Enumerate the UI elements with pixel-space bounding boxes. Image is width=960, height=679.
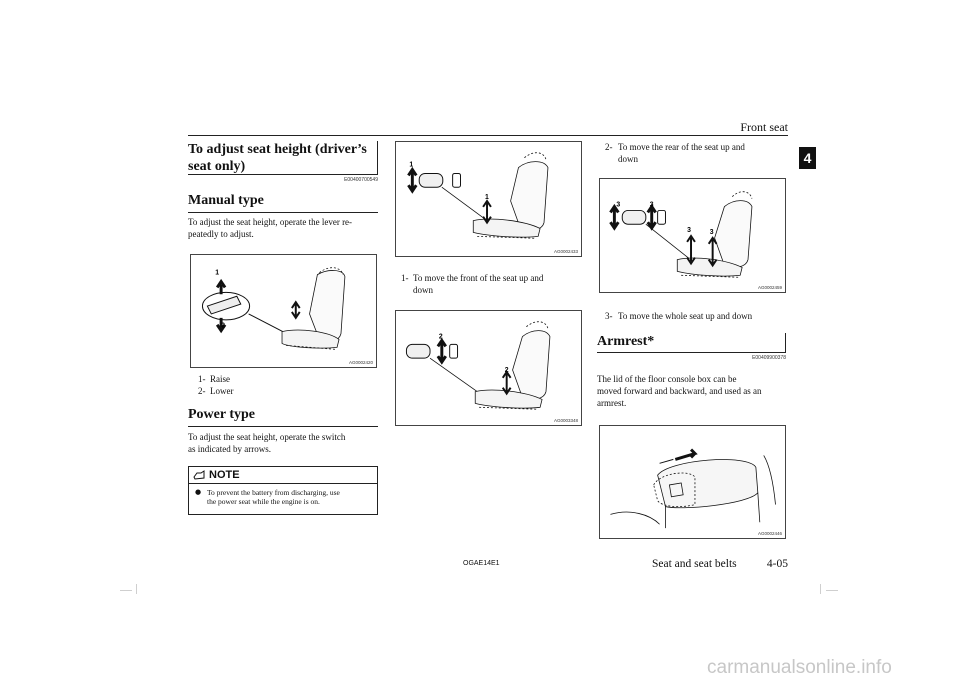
fig4-label-2: 3 [649,201,654,209]
list-item: 2- Lower [198,386,234,396]
note-bullet-icon: ● [195,488,202,496]
manual-type-text [188,216,378,240]
fig1-label-2: 2 [221,322,225,330]
armrest-code: E00409900378 [752,355,786,361]
fig3-label-1: 2 [438,333,443,341]
heading-line-2: seat only) [188,159,246,174]
manual-type-title: Manual type [188,193,264,208]
figure-rear-seat-switch [395,310,582,426]
right-item-2: 2- To move the rear of the seat up and down [605,142,745,164]
armrest-title: Armrest* [597,334,655,349]
figure-armrest [599,425,786,539]
note-label: NOTE [209,469,240,481]
middle-item-1: 1- To move the front of the seat up and down [401,273,544,295]
heading-line-1: To adjust seat height (driver’s [188,142,367,157]
note-text-line-2: the power seat while the engine is on. [207,497,320,506]
fig3-code: AG0003348 [553,418,578,423]
manual-list [198,373,378,397]
figure-whole-seat-switch [599,178,786,293]
fig1-code: AG0002420 [348,360,373,365]
figure-manual-lever [190,254,377,368]
note-header [189,467,377,484]
crop-mark [136,584,137,594]
chapter-tab: 4 [799,147,816,169]
right-item-3: 3- To move the whole seat up and down [605,311,753,321]
power-seat-whole-illustration [600,179,785,292]
fig3-label-2: 2 [504,366,509,374]
crop-mark [826,590,838,591]
figure-front-seat-switch [395,141,582,257]
power-text-line-1: To adjust the seat height, operate the switch [188,432,346,442]
fig1-label-1: 1 [215,269,220,277]
power-seat-rear-illustration [396,311,581,425]
header-rule [188,135,788,136]
manual-text-line-2: peatedly to adjust. [188,229,254,239]
armrest-heading [597,333,786,361]
power-seat-front-illustration [396,142,581,256]
fig2-code: AG0002433 [553,249,578,254]
fig4-label-3: 3 [687,227,691,235]
power-type-text [188,431,378,455]
footer-page: 4-05 [766,558,788,570]
fig4-label-4: 3 [709,229,714,237]
fig2-label-1: 1 [409,161,414,169]
armrest-text-line-2: moved forward and backward, and used as an [597,386,762,396]
note-body [189,484,377,506]
armrest-text-line-3: armrest. [597,398,627,408]
seat-lever-illustration [191,255,376,367]
fig4-label-1: 3 [616,201,621,209]
section-code: E00400700549 [344,177,378,183]
footer-section: Seat and seat belts [652,558,737,570]
power-text-line-2: as indicated by arrows. [188,444,271,454]
crop-mark [820,584,821,594]
fig4-code: AG0002459 [757,285,782,290]
fig2-label-2: 1 [485,194,489,201]
note-box [188,466,378,515]
running-header: Front seat [740,120,788,134]
power-type-title: Power type [188,407,255,422]
watermark: carmanualsonline.info [707,657,892,678]
armrest-text-line-1: The lid of the floor console box can be [597,374,737,384]
crop-mark [120,590,132,591]
manual-type-heading [188,192,378,213]
list-item: 1- Raise [198,374,230,384]
manual-text-line-1: To adjust the seat height, operate the lever re- [188,217,353,227]
fig5-code: AG0002446 [757,531,782,536]
note-hand-icon [193,470,205,480]
armrest-text [597,373,786,409]
footer-code: OGAE14E1 [463,560,500,567]
armrest-console-illustration [600,426,785,538]
section-heading-seat-height [188,141,378,183]
power-type-heading [188,406,378,427]
note-text-line-1: To prevent the battery from discharging, use [207,488,340,497]
